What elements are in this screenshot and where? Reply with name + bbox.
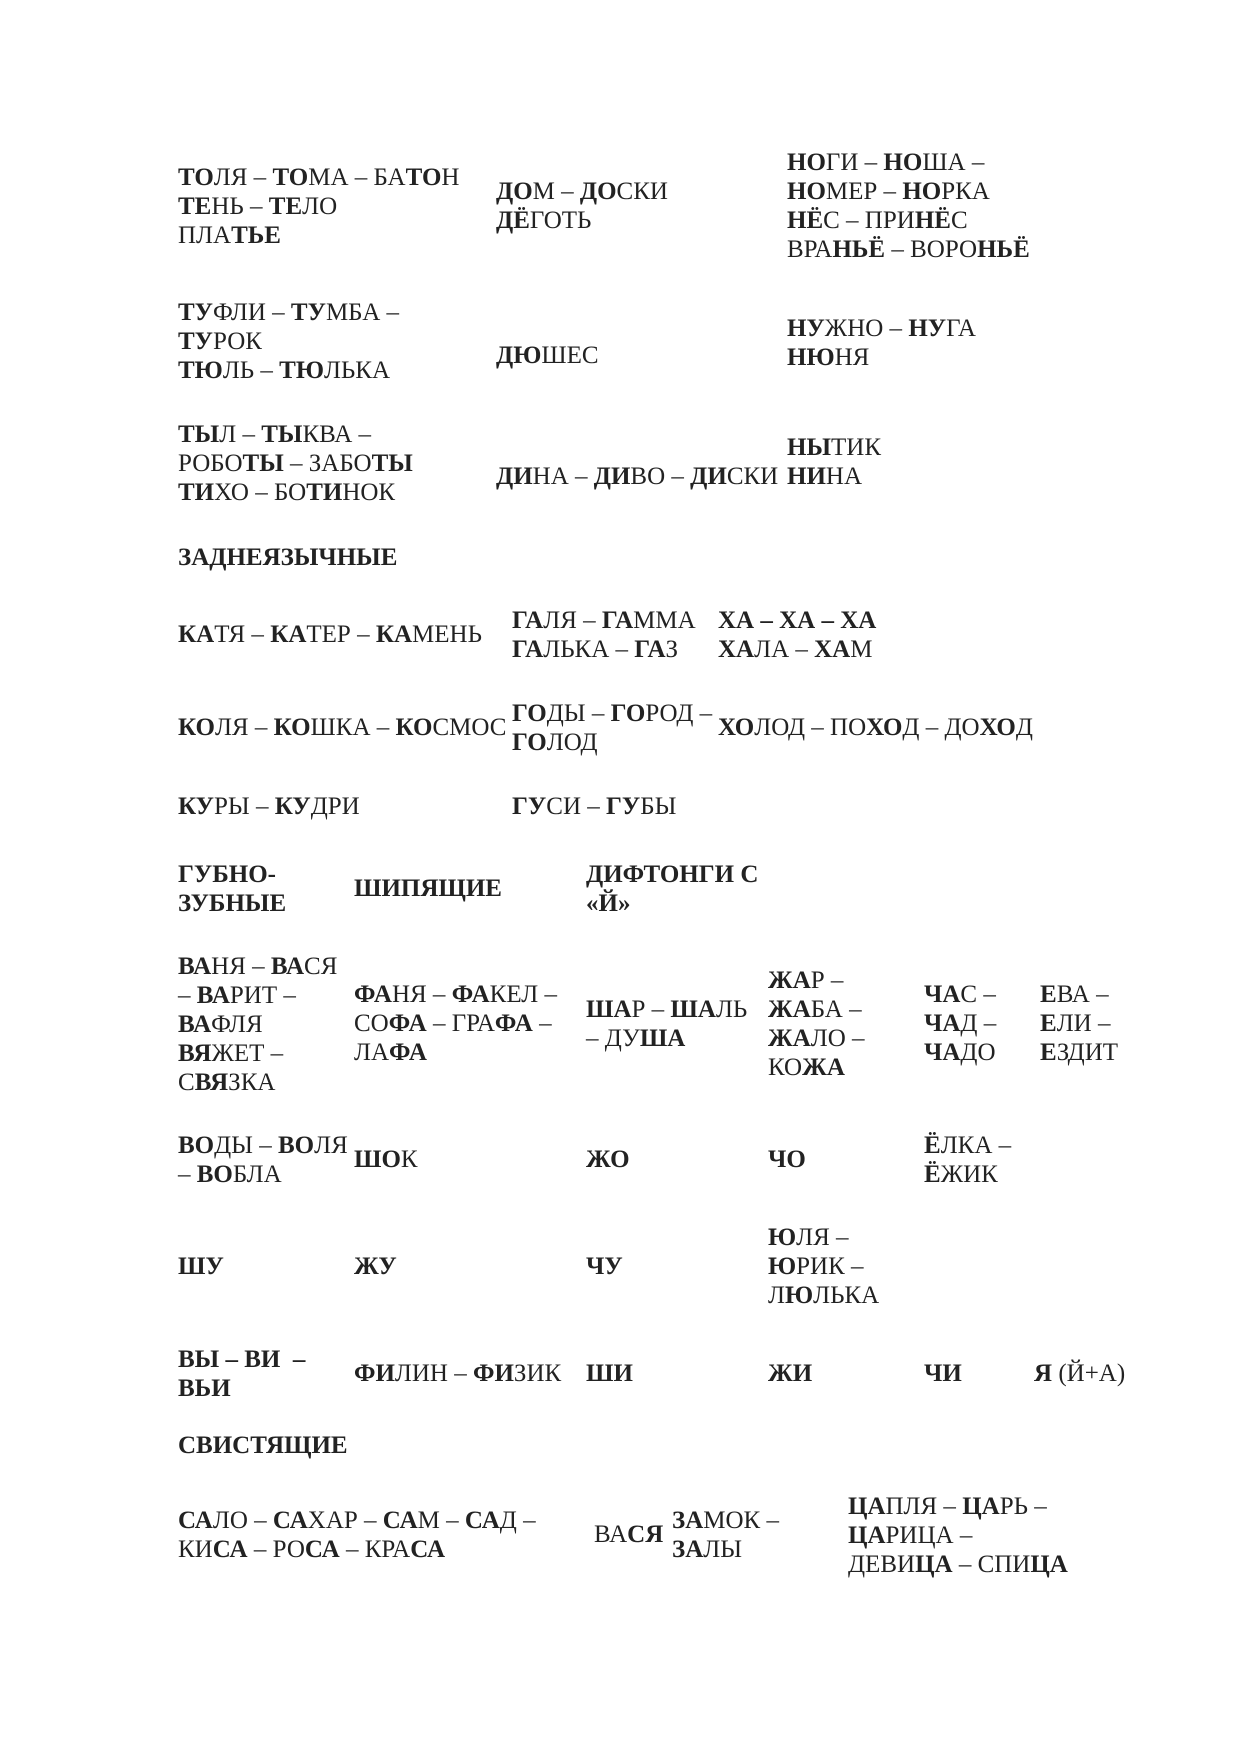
word-cell-tsa: ЦАПЛЯ – ЦАРЬ – ЦАРИЦА – ДЕВИЦА – СПИЦА [848,1493,1068,1578]
heading-hissing: ШИПЯЩИЕ [354,875,502,902]
word-cell-va-vya: ВАНЯ – ВАСЯ – ВАРИТ – ВАФЛЯ ВЯЖЕТ – СВЯЗКА [178,953,338,1096]
heading-labiodental: ГУБНО- ЗУБНЫЕ [178,861,287,917]
word-cell-ha: ХА – ХА – ХА ХАЛА – ХАМ [718,607,877,663]
word-cell-vy-vi: ВЫ – ВИ – ВЬИ [178,1346,306,1402]
word-cell-yu: ЮЛЯ – ЮРИК – ЛЮЛЬКА [768,1224,880,1309]
word-cell-fa: ФАНЯ – ФАКЕЛ – СОФА – ГРАФА – ЛАФА [354,981,557,1066]
word-cell-zhu: ЖУ [354,1253,397,1280]
word-cell-zhi: ЖИ [768,1360,813,1387]
word-cell-zho: ЖО [586,1146,630,1173]
word-cell-di: ДИНА – ДИВО – ДИСКИ [496,463,779,490]
word-cell-nu-nyu: НУЖНО – НУГА НЮНЯ [787,315,976,371]
word-cell-ya: Я (Й+А) [1034,1360,1126,1387]
word-cell-sha: ШАР – ШАЛЬ – ДУША [586,996,748,1052]
word-cell-chi: ЧИ [924,1360,962,1387]
word-cell-yo: ЁЛКА – ЁЖИК [924,1132,1012,1188]
word-cell-gu: ГУСИ – ГУБЫ [512,793,677,820]
word-cell-ko: КОЛЯ – КОШКА – КОСМОС [178,714,507,741]
word-cell-to-te: ТОЛЯ – ТОМА – БАТОН ТЕНЬ – ТЕЛО ПЛАТЬЕ [178,164,460,249]
word-cell-zha: ЖАР – ЖАБА – ЖАЛО – КОЖА [768,967,865,1081]
word-cell-fi: ФИЛИН – ФИЗИК [354,1360,562,1387]
word-cell-do-dyo: ДОМ – ДОСКИ ДЁГОТЬ [496,178,668,234]
word-cell-shu: ШУ [178,1253,224,1280]
word-cell-no-nyo: НОГИ – НОША – НОМЕР – НОРКА НЁС – ПРИНЁС ВРАНЬЁ – ВОРОНЬЁ [787,149,1030,263]
word-cell-tu-tyu: ТУФЛИ – ТУМБА – ТУРОК ТЮЛЬ – ТЮЛЬКА [178,299,400,384]
word-cell-sho: ШОК [354,1146,418,1173]
word-cell-chu: ЧУ [586,1253,623,1280]
word-cell-vo: ВОДЫ – ВОЛЯ – ВОБЛА [178,1132,348,1188]
word-cell-ka: КАТЯ – КАТЕР – КАМЕНЬ [178,621,482,648]
heading-back-lingual: ЗАДНЕЯЗЫЧНЫЕ [178,544,398,571]
word-cell-shi: ШИ [586,1360,633,1387]
word-cell-ny-ni: НЫТИК НИНА [787,434,881,490]
word-cell-ty-ti: ТЫЛ – ТЫКВА – РОБОТЫ – ЗАБОТЫ ТИХО – БОТИНОК [178,421,413,506]
word-cell-sya: ВАСЯ [594,1521,664,1548]
heading-diphthongs: ДИФТОНГИ С «Й» [586,861,759,917]
word-cell-za: ЗАМОК – ЗАЛЫ [672,1507,779,1563]
word-cell-ho: ХОЛОД – ПОХОД – ДОХОД [718,714,1033,741]
heading-whistling: СВИСТЯЩИЕ [178,1432,348,1459]
word-cell-cha: ЧАС – ЧАД – ЧАДО [924,981,997,1066]
word-cell-ye: ЕВА – ЕЛИ – ЕЗДИТ [1040,981,1119,1066]
word-cell-cho: ЧО [768,1146,806,1173]
word-cell-dyu: ДЮШЕС [496,342,599,369]
word-cell-ga: ГАЛЯ – ГАММА ГАЛЬКА – ГАЗ [512,607,696,663]
word-cell-go: ГОДЫ – ГОРОД – ГОЛОД [512,700,713,756]
word-cell-sa: САЛО – САХАР – САМ – САД – КИСА – РОСА – КРАСА [178,1507,536,1563]
word-cell-ku: КУРЫ – КУДРИ [178,793,360,820]
